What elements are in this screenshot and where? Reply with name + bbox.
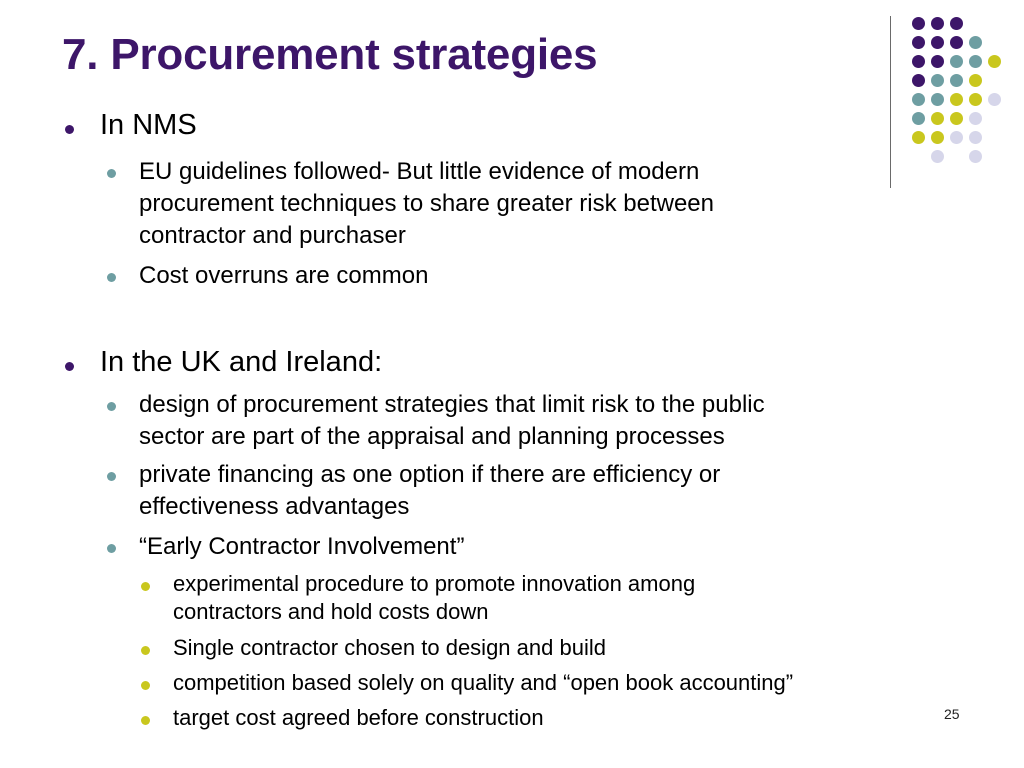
page-number: 25 [944, 706, 960, 722]
slide-title: 7. Procurement strategies [62, 30, 598, 79]
bullet-l3 [141, 582, 150, 591]
section-heading: In the UK and Ireland: [100, 346, 383, 378]
bullet-text: procurement techniques to share greater risk between [139, 190, 714, 217]
bullet-text: EU guidelines followed- But little evidence of modern [139, 158, 700, 185]
sub-bullet-text: contractors and hold costs down [173, 599, 489, 624]
bullet-l2 [107, 544, 116, 553]
bullet-l3 [141, 716, 150, 725]
sub-bullet-text: competition based solely on quality and “open book accounting” [173, 670, 794, 695]
bullet-l2 [107, 169, 116, 178]
bullet-l3 [141, 646, 150, 655]
bullet-text: contractor and purchaser [139, 222, 406, 249]
bullet-l3 [141, 681, 150, 690]
sub-bullet-text: Single contractor chosen to design and build [173, 635, 606, 660]
bullet-text: effectiveness advantages [139, 493, 410, 520]
bullet-l2 [107, 402, 116, 411]
bullet-text: design of procurement strategies that limit risk to the public [139, 391, 765, 418]
bullet-text: “Early Contractor Involvement” [139, 533, 465, 560]
bullet-l2 [107, 273, 116, 282]
bullet-l1 [65, 362, 74, 371]
sub-bullet-text: target cost agreed before construction [173, 705, 544, 730]
section-heading: In NMS [100, 109, 197, 141]
bullet-text: sector are part of the appraisal and planning processes [139, 423, 725, 450]
bullet-l1 [65, 125, 74, 134]
sub-bullet-text: experimental procedure to promote innovation among [173, 571, 696, 596]
bullet-l2 [107, 472, 116, 481]
bullet-text: private financing as one option if there are efficiency or [139, 461, 721, 488]
bullet-text: Cost overruns are common [139, 262, 429, 289]
